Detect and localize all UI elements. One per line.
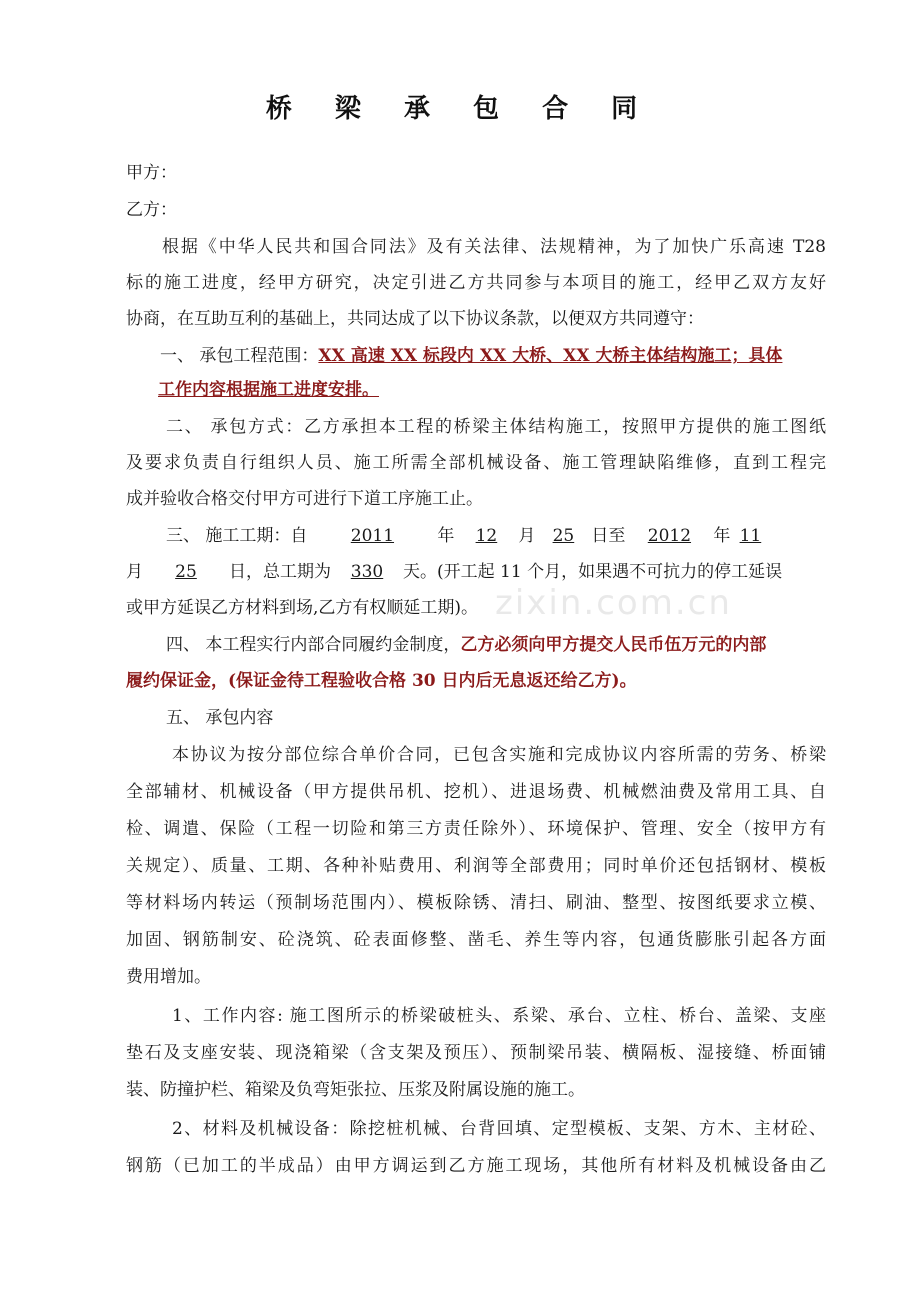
section-1-scope-cont: 工作内容根据施工进度安排。 <box>158 380 379 400</box>
year-label-2: 年 <box>713 526 731 546</box>
month-label-2: 月 <box>126 562 143 582</box>
start-month: 12 <box>475 526 498 546</box>
total-days: 330 <box>350 562 384 582</box>
end-month: 11 <box>739 526 762 546</box>
end-year: 2012 <box>647 526 692 546</box>
section-2-line-3: 成并验收合格交付甲方可进行下道工序施工止。 <box>126 489 483 509</box>
section-3-rest: 天。(开工起 11 个月，如果遇不可抗力的停工延误 <box>403 562 783 582</box>
item-1-line-1: 1、工作内容: 施工图所示的桥梁破桩头、系梁、承台、立柱、桥台、盖梁、支座 <box>172 1006 826 1026</box>
section-1-prefix: 一、 承包工程范围： <box>160 346 319 366</box>
section-3-prefix: 三、 施工工期：自 <box>166 526 308 546</box>
section-5-para-3: 检、调遣、保险（工程一切险和第三方责任除外）、环境保护、管理、安全（按甲方有 <box>126 819 826 839</box>
document-title: 桥 梁 承 包 合 同 <box>265 94 655 124</box>
item-1-line-3: 装、防撞护栏、箱梁及负弯矩张拉、压浆及附属设施的施工。 <box>126 1080 585 1100</box>
section-4-line-2 <box>126 669 826 693</box>
section-3-line-1 <box>166 524 826 548</box>
item-1-line-2: 垫石及支座安装、现浇箱梁（含支架及预压）、预制梁吊装、横隔板、湿接缝、桥面铺 <box>126 1043 826 1063</box>
total-label: 日，总工期为 <box>229 562 331 582</box>
section-5-para-4: 关规定）、质量、工期、各种补贴费用、利润等全部费用；同时单价还包括钢材、模板 <box>126 856 826 876</box>
watermark: zixin.com.cn <box>495 583 732 623</box>
start-day: 25 <box>552 526 575 546</box>
day-to-label: 日至 <box>591 526 626 546</box>
section-4-line-1 <box>166 633 826 657</box>
intro-line-3: 协商，在互助互利的基础上，共同达成了以下协议条款，以便双方共同遵守： <box>126 309 704 329</box>
section-4-deposit: 乙方必须向甲方提交人民币伍万元的内部 <box>460 635 767 655</box>
section-1-scope: XX 高速 XX 标段内 XX 大桥、XX 大桥主体结构施工；具体 <box>318 346 783 366</box>
section-5-heading: 五、 承包内容 <box>166 708 274 728</box>
section-1-line-2 <box>158 378 824 402</box>
item-2-line-2: 钢筋（已加工的半成品）由甲方调运到乙方施工现场，其他所有材料及机械设备由乙 <box>126 1156 826 1176</box>
section-5-para-1: 本协议为按分部位综合单价合同，已包含实施和完成协议内容所需的劳务、桥梁 <box>172 745 826 765</box>
section-5-para-2: 全部辅材、机械设备（甲方提供吊机、挖机）、进退场费、机械燃油费及常用工具、自 <box>126 782 826 802</box>
section-4-deposit-cont: 履约保证金，(保证金待工程验收合格 30 日内后无息返还给乙方)。 <box>126 671 637 691</box>
section-4-prefix: 四、 本工程实行内部合同履约金制度， <box>166 635 461 655</box>
section-1-line-1 <box>160 344 826 368</box>
section-2-line-1: 二、 承包方式：乙方承担本工程的桥梁主体结构施工，按照甲方提供的施工图纸 <box>166 417 826 437</box>
party-b-label: 乙方： <box>126 200 177 220</box>
section-5-para-5: 等材料场内转运（预制场范围内）、模板除锈、清扫、刷油、整型、按图纸要求立模、 <box>126 893 826 913</box>
section-3-line-2 <box>126 560 826 584</box>
end-day: 25 <box>175 562 197 582</box>
intro-line-2: 标的施工进度，经甲方研究，决定引进乙方共同参与本项目的施工，经甲乙双方友好 <box>126 273 826 293</box>
month-label: 月 <box>518 526 536 546</box>
section-5-para-6: 加固、钢筋制安、砼浇筑、砼表面修整、凿毛、养生等内容，包通货膨胀引起各方面 <box>126 930 826 950</box>
party-a-label: 甲方： <box>126 163 177 183</box>
section-3-line-3: 或甲方延误乙方材料到场,乙方有权顺延工期)。 <box>126 598 479 618</box>
item-2-line-1: 2、材料及机械设备：除挖桩机械、台背回填、定型模板、支架、方木、主材砼、 <box>172 1119 826 1139</box>
section-2-line-2: 及要求负责自行组织人员、施工所需全部机械设备、施工管理缺陷维修，直到工程完 <box>126 453 826 473</box>
section-5-para-7: 费用增加。 <box>126 967 211 987</box>
start-year: 2011 <box>350 526 395 546</box>
intro-line-1: 根据《中华人民共和国合同法》及有关法律、法规精神，为了加快广乐高速 T28 <box>162 237 826 257</box>
year-label: 年 <box>437 526 455 546</box>
